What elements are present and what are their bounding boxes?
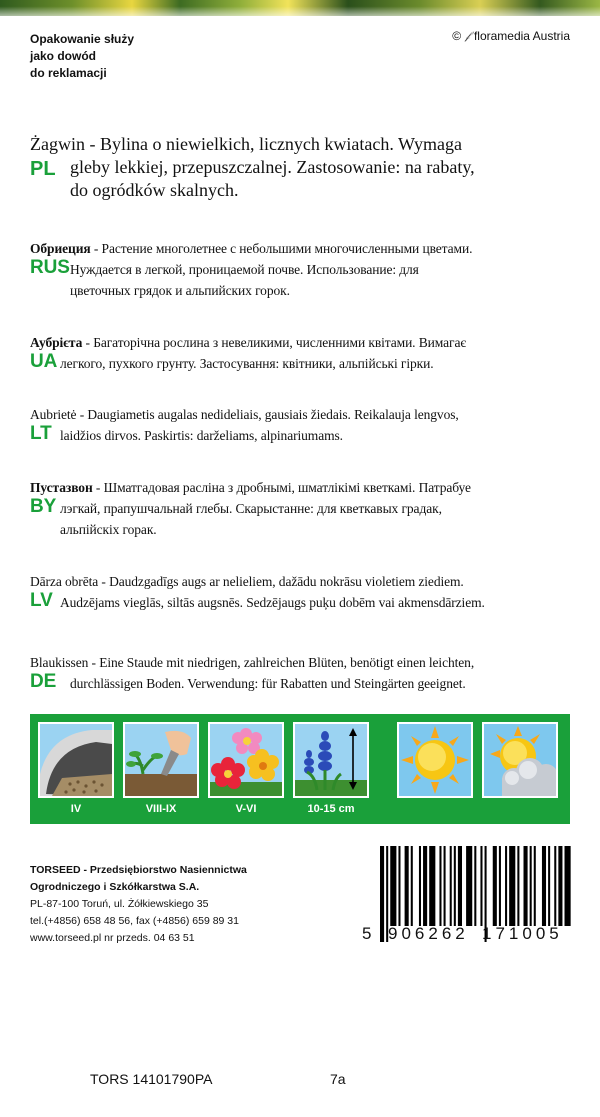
greenhouse-sowing-icon bbox=[38, 722, 114, 798]
barcode-bar bbox=[398, 846, 400, 926]
desc-line: - Багаторічна рослина з невеликими, численними квітами. Вимагає bbox=[82, 335, 467, 350]
barcode-bar bbox=[499, 846, 501, 926]
copyright bbox=[452, 29, 570, 43]
desc-line: - Bylina o niewielkich, licznych kwiatach. Wymaga bbox=[84, 134, 462, 154]
barcode-bar bbox=[542, 846, 546, 926]
page-number: 7a bbox=[330, 1071, 346, 1087]
desc-line: - Шматгадовая расліна з дробнымі, шматлікімі кветкамі. Патрабуе bbox=[92, 480, 471, 495]
barcode-bar bbox=[450, 846, 452, 926]
desc-line: - Eine Staude mit niedrigen, zahlreichen Blüten, benötigt einen leichten, bbox=[88, 655, 475, 670]
desc-line: цветочных грядок и альпийских горок. bbox=[70, 283, 290, 298]
description-lt bbox=[30, 404, 570, 446]
barcode-bar bbox=[458, 846, 462, 926]
barcode-digit-first: 5 bbox=[362, 924, 372, 943]
barcode-bar bbox=[505, 846, 507, 926]
description-pl bbox=[30, 133, 570, 202]
barcode-bar bbox=[380, 846, 384, 942]
desc-line: лэгкай, прапушчальнай глебы. Скарыстанне: для кветкавых градак, bbox=[60, 501, 442, 516]
barcode-bar bbox=[439, 846, 441, 926]
barcode-bar bbox=[466, 846, 472, 926]
plant-name: Обриеция bbox=[30, 241, 91, 256]
plant-name: Пустазвон bbox=[30, 480, 93, 495]
desc-line: Audzējams vieglās, siltās augsnēs. Sedzējaugs puķu dobēm vai akmensdārziem. bbox=[60, 595, 485, 610]
lang-code: PL bbox=[30, 158, 56, 180]
lang-code: RUS bbox=[30, 257, 70, 278]
barcode-bar bbox=[554, 846, 556, 926]
desc-line: durchlässigen Boden. Verwendung: für Rabatten und Steingärten geeignet. bbox=[70, 676, 466, 691]
desc-line: - Растение многолетнее с небольшими многочисленными цветами. bbox=[90, 241, 473, 256]
barcode-bar bbox=[474, 846, 476, 926]
desc-line: легкого, пухкого грунту. Застосування: квітники, альпійські гірки. bbox=[60, 356, 434, 371]
company-info bbox=[30, 862, 247, 947]
plant-name: Аубрієта bbox=[30, 335, 83, 350]
icon-label: IV bbox=[70, 803, 82, 815]
product-code: TORS 14101790PA bbox=[90, 1071, 213, 1087]
desc-line: - Daudzgadīgs augs ar nelieliem, dažādu nokrāsu violetiem ziediem. bbox=[98, 574, 464, 589]
description-by bbox=[30, 477, 570, 540]
notice-line: jako dowód bbox=[30, 49, 96, 63]
notice-line: do reklamacji bbox=[30, 66, 107, 80]
barcode-bar bbox=[480, 846, 482, 926]
notice-line: Opakowanie służy bbox=[30, 32, 135, 46]
plant-height-icon bbox=[293, 722, 369, 798]
complaint-notice bbox=[30, 31, 230, 82]
lang-code: UA bbox=[30, 351, 58, 372]
lang-code: LV bbox=[30, 590, 53, 611]
barcode-bar bbox=[517, 846, 519, 926]
barcode-bar bbox=[509, 846, 515, 926]
lang-code: BY bbox=[30, 496, 57, 517]
desc-line: laidžios dirvos. Paskirtis: darželiams, alpinariumams. bbox=[60, 428, 343, 443]
icon-label: VIII-IX bbox=[145, 803, 177, 815]
barcode-bar bbox=[454, 846, 456, 926]
desc-line: Нуждается в легкой, проницаемой почве. Использование: для bbox=[70, 262, 419, 277]
desc-line: альпійскіх горак. bbox=[60, 522, 157, 537]
plant-name: Żagwin bbox=[30, 134, 85, 154]
barcode-bar bbox=[534, 846, 536, 926]
desc-line: do ogródków skalnych. bbox=[70, 180, 239, 200]
barcode-bar bbox=[524, 846, 528, 926]
top-photo-strip bbox=[0, 0, 600, 16]
barcode-bar bbox=[565, 846, 571, 926]
plant-name: Blaukissen bbox=[30, 655, 89, 670]
company-line: PL-87-100 Toruń, ul. Żółkiewskiego 35 bbox=[30, 898, 209, 910]
description-ua bbox=[30, 332, 570, 374]
barcode-bar bbox=[530, 846, 532, 926]
partial-sun-icon bbox=[482, 722, 558, 798]
full-sun-icon bbox=[397, 722, 473, 798]
plant-name: Aubrietė bbox=[30, 407, 77, 422]
company-line: TORSEED - Przedsiębiorstwo Nasiennictwa bbox=[30, 864, 247, 876]
barcode-bar bbox=[390, 846, 396, 926]
barcode bbox=[362, 846, 574, 946]
barcode-digits-right: 171005 bbox=[482, 924, 563, 943]
brand-name: floramedia Austria bbox=[473, 29, 570, 43]
barcode-bar bbox=[423, 846, 427, 926]
planting-hand-icon bbox=[123, 722, 199, 798]
barcode-bar bbox=[444, 846, 446, 926]
desc-line: gleby lekkiej, przepuszczalnej. Zastosowanie: na rabaty, bbox=[70, 157, 475, 177]
barcode-bar bbox=[405, 846, 409, 926]
flowers-icon bbox=[208, 722, 284, 798]
lang-code: LT bbox=[30, 423, 52, 444]
copyright-symbol: © bbox=[452, 29, 462, 43]
floramedia-logo-icon: 𝒻 bbox=[465, 29, 470, 42]
cultivation-icons-band bbox=[30, 714, 570, 824]
plant-name: Dārza obrēta bbox=[30, 574, 99, 589]
company-line: Ogrodniczego i Szkółkarstwa S.A. bbox=[30, 881, 200, 893]
lang-code: DE bbox=[30, 671, 57, 692]
barcode-bar bbox=[493, 846, 497, 926]
barcode-bar bbox=[548, 846, 550, 926]
company-line: tel.(+4856) 658 48 56, fax (+4856) 659 89 31 bbox=[30, 915, 239, 927]
barcode-bar bbox=[429, 846, 435, 926]
description-de bbox=[30, 652, 570, 694]
icon-label: V-VI bbox=[235, 803, 257, 815]
description-lv bbox=[30, 571, 570, 613]
company-line: www.torseed.pl nr przeds. 04 63 51 bbox=[30, 932, 195, 944]
icon-label: 10-15 cm bbox=[307, 803, 355, 815]
desc-line: - Daugiametis augalas nedideliais, gausiais žiedais. Reikalauja lengvos, bbox=[76, 407, 459, 422]
barcode-bar bbox=[558, 846, 562, 926]
barcode-bar bbox=[419, 846, 421, 926]
barcode-bar bbox=[411, 846, 413, 926]
description-rus bbox=[30, 238, 570, 301]
barcode-digits-left: 906262 bbox=[388, 924, 469, 943]
